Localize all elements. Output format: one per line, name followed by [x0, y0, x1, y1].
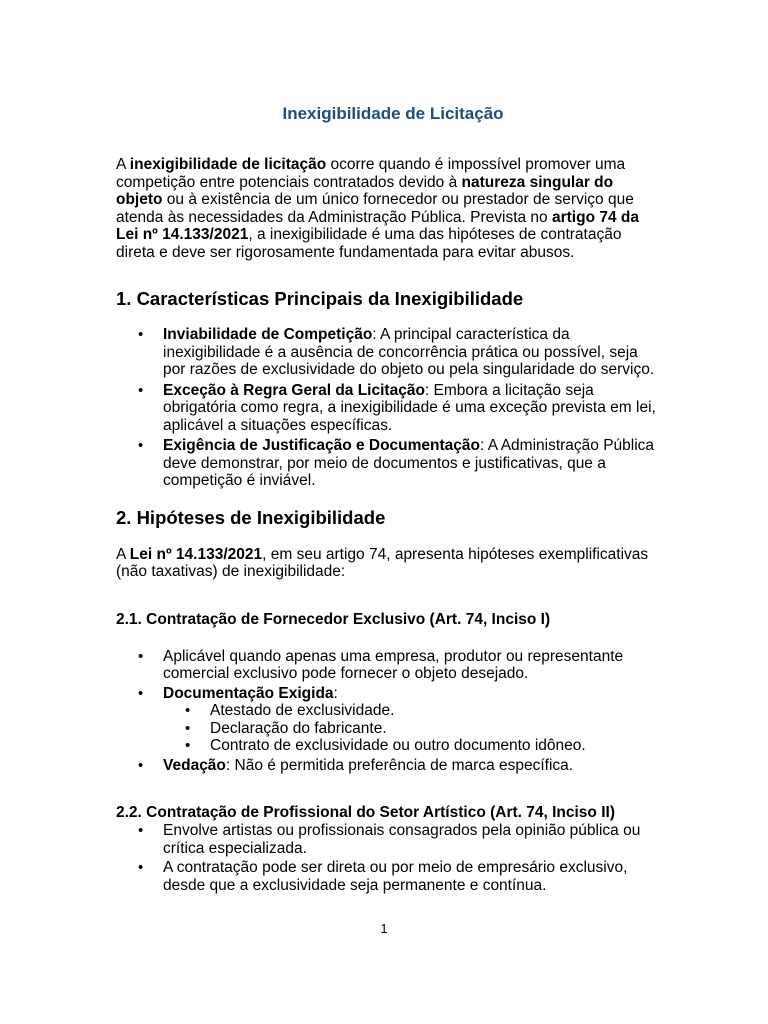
intro-bold-term: natureza singular do objeto [116, 173, 614, 208]
bullet-icon: • [138, 859, 144, 876]
item-text: Contrato de exclusividade ou outro documento idôneo. [210, 737, 586, 754]
item-term: Exceção à Regra Geral da Licitação [163, 381, 425, 399]
list-item [116, 382, 656, 435]
item-text: : Embora a licitação seja obrigatória como regra, a inexigibilidade é uma exceção prevista em lei, aplicável a situações específicas. [163, 381, 656, 434]
item-text: : [333, 684, 338, 702]
bullet-icon: • [138, 822, 144, 839]
subsection-2-2-list [116, 822, 656, 894]
paragraph-bold-term: Lei nº 14.133/2021 [129, 545, 263, 563]
section-1-heading: 1. Características Principais da Inexigibilidade [116, 288, 524, 309]
bullet-icon: • [138, 684, 144, 702]
item-term: Vedação [163, 756, 226, 774]
nested-list-item [163, 737, 656, 755]
list-item [116, 859, 656, 894]
item-text: : Não é permitida preferência de marca específica. [225, 756, 574, 774]
intro-bold-term: inexigibilidade de licitação [129, 156, 327, 173]
bullet-icon: • [138, 437, 144, 454]
section-1-list [116, 326, 656, 490]
item-term: Exigência de Justificação e Documentação [163, 437, 481, 454]
bullet-icon: • [185, 737, 191, 754]
page-number: 1 [380, 921, 388, 936]
subsection-2-1-heading: 2.1. Contratação de Fornecedor Exclusivo (Art. 74, Inciso I) [116, 610, 551, 628]
nested-list-item [163, 702, 656, 720]
item-text: Envolve artistas ou profissionais consagrados pela opinião pública ou crítica especializada. [163, 822, 641, 857]
item-term: Inviabilidade de Competição [163, 326, 373, 343]
item-text: Aplicável quando apenas uma empresa, produtor ou representante comercial exclusivo pode fornecer o objeto desejado. [163, 647, 624, 682]
intro-text: , a inexigibilidade é uma das hipóteses de contratação direta e deve ser rigorosamente fundamentada para evitar abusos. [116, 226, 622, 261]
paragraph-text: A [116, 545, 130, 563]
intro-paragraph [116, 156, 656, 261]
section-2-paragraph [116, 546, 656, 581]
bullet-icon: • [138, 381, 144, 399]
nested-list-item [163, 720, 656, 738]
intro-text: ou à existência de um único fornecedor ou prestador de serviço que atenda às necessidades da Administração Pública. Prevista no [116, 191, 634, 226]
document-body [116, 104, 656, 896]
list-item [116, 326, 656, 379]
item-text: Atestado de exclusividade. [210, 702, 395, 719]
paragraph-text: , em seu artigo 74, apresenta hipóteses exemplificativas (não taxativas) de inexigibilidade: [116, 545, 649, 580]
bullet-icon: • [138, 326, 144, 343]
subsection-2-2-heading: 2.2. Contratação de Profissional do Setor Artístico (Art. 74, Inciso II) [116, 804, 615, 821]
section-2-heading: 2. Hipóteses de Inexigibilidade [116, 506, 386, 528]
list-item [116, 757, 656, 775]
bullet-icon: • [138, 756, 144, 774]
nested-list [163, 702, 656, 755]
bullet-icon: • [185, 702, 191, 719]
list-item [116, 822, 656, 857]
list-item [116, 648, 656, 683]
item-text: A contratação pode ser direta ou por meio de empresário exclusivo, desde que a exclusividade seja permanente e contínua. [163, 859, 628, 894]
document-title: Inexigibilidade de Licitação [282, 104, 504, 123]
intro-bold-term: artigo 74 da Lei nº 14.133/2021 [116, 208, 639, 243]
item-text: Declaração do fabricante. [210, 719, 387, 737]
bullet-icon: • [138, 647, 144, 665]
intro-text: ocorre quando é impossível promover uma competição entre potenciais contratados devido à [116, 156, 626, 191]
item-text: : A principal característica da inexigibilidade é a ausência de concorrência prática ou possível, seja por razões de exclusividade do objeto ou pela singularidade do serviço. [163, 326, 655, 378]
intro-text: A [116, 156, 130, 173]
subsection-2-1-list [116, 648, 656, 775]
list-item [116, 437, 656, 490]
bullet-icon: • [185, 719, 191, 737]
item-term: Documentação Exigida [163, 684, 334, 702]
list-item [116, 685, 656, 755]
item-text: : A Administração Pública deve demonstrar, por meio de documentos e justificativas, que a competição é inviável. [163, 437, 655, 489]
